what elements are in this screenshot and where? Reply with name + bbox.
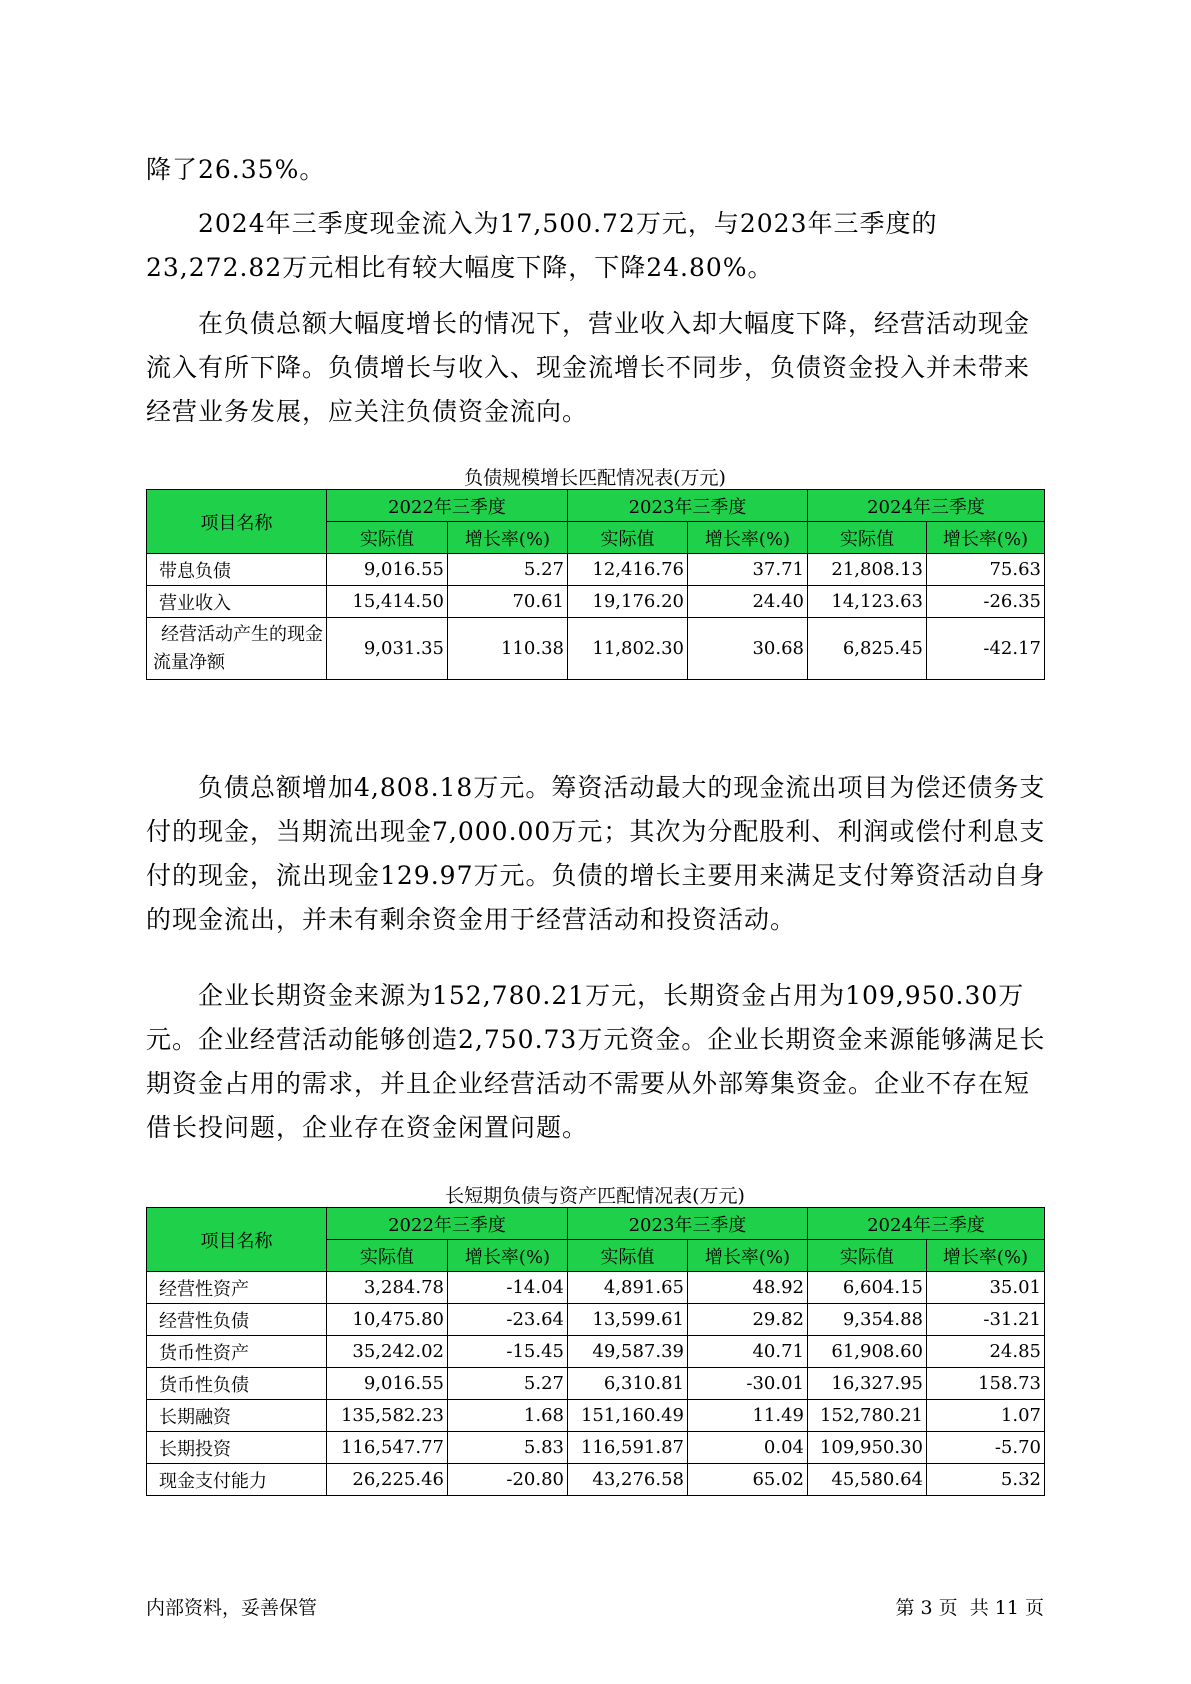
table-cell: 158.73	[927, 1368, 1045, 1400]
row-label: 长期投资	[147, 1432, 327, 1464]
table-cell: 29.82	[688, 1304, 808, 1336]
table-cell: 116,547.77	[327, 1432, 448, 1464]
row-label: 带息负债	[147, 554, 327, 586]
table-cell: 9,354.88	[808, 1304, 927, 1336]
table-row	[147, 1368, 1045, 1400]
period-header-2022: 2022年三季度	[327, 1208, 568, 1240]
sub-header-growth: 增长率(%)	[688, 1240, 808, 1272]
table-cell: -26.35	[927, 586, 1045, 618]
table-cell: 40.71	[688, 1336, 808, 1368]
table-cell: 11.49	[688, 1400, 808, 1432]
sub-header-actual: 实际值	[568, 1240, 688, 1272]
paragraph-cash-inflow: 2024年三季度现金流入为17,500.72万元，与2023年三季度的23,272.82万元相比有较大幅度下降，下降24.80%。	[146, 209, 938, 282]
table-row	[147, 554, 1045, 586]
table-cell: -31.21	[927, 1304, 1045, 1336]
table-row	[147, 1336, 1045, 1368]
sub-header-actual: 实际值	[568, 522, 688, 554]
table-row	[147, 618, 1045, 680]
table-cell: 11,802.30	[568, 618, 688, 680]
table-cell: 12,416.76	[568, 554, 688, 586]
item-name-header: 项目名称	[147, 1208, 327, 1272]
table-cell: 70.61	[448, 586, 568, 618]
sub-header-actual: 实际值	[327, 1240, 448, 1272]
debt-growth-table	[146, 489, 1045, 680]
row-label: 现金支付能力	[147, 1464, 327, 1496]
row-label: 货币性负债	[147, 1368, 327, 1400]
table-cell: 9,016.55	[327, 1368, 448, 1400]
row-label: 经营性负债	[147, 1304, 327, 1336]
table-cell: 151,160.49	[568, 1400, 688, 1432]
table-cell: 37.71	[688, 554, 808, 586]
table1-caption: 负债规模增长匹配情况表(万元)	[464, 467, 726, 489]
table-cell: 49,587.39	[568, 1336, 688, 1368]
footer-confidential-note: 内部资料，妥善保管	[146, 1597, 318, 1619]
table-cell: 21,808.13	[808, 554, 927, 586]
table-cell: -23.64	[448, 1304, 568, 1336]
table-cell: 48.92	[688, 1272, 808, 1304]
sub-header-growth: 增长率(%)	[448, 1240, 568, 1272]
table-row	[147, 1272, 1045, 1304]
table-row	[147, 1432, 1045, 1464]
sub-header-growth: 增长率(%)	[448, 522, 568, 554]
sub-header-growth: 增长率(%)	[927, 522, 1045, 554]
table-cell: -15.45	[448, 1336, 568, 1368]
row-label: 营业收入	[147, 586, 327, 618]
table-cell: 1.68	[448, 1400, 568, 1432]
table-cell: 6,604.15	[808, 1272, 927, 1304]
table-cell: -5.70	[927, 1432, 1045, 1464]
item-name-header: 项目名称	[147, 490, 327, 554]
footer-page-number: 第 3 页 共 11 页	[895, 1597, 1044, 1619]
period-header-2023: 2023年三季度	[568, 1208, 808, 1240]
table-cell: 61,908.60	[808, 1336, 927, 1368]
table-cell: -20.80	[448, 1464, 568, 1496]
table-cell: 26,225.46	[327, 1464, 448, 1496]
paragraph-debt-analysis: 在负债总额大幅度增长的情况下，营业收入却大幅度下降，经营活动现金流入有所下降。负债增长与收入、现金流增长不同步，负债资金投入并未带来经营业务发展，应关注负债资金流向。	[146, 309, 1031, 426]
sub-header-growth: 增长率(%)	[688, 522, 808, 554]
table-cell: 15,414.50	[327, 586, 448, 618]
table2-caption: 长短期负债与资产匹配情况表(万元)	[445, 1185, 745, 1207]
table-cell: -42.17	[927, 618, 1045, 680]
table-cell: 65.02	[688, 1464, 808, 1496]
sub-header-actual: 实际值	[808, 1240, 927, 1272]
table-cell: 135,582.23	[327, 1400, 448, 1432]
table-cell: 1.07	[927, 1400, 1045, 1432]
table-cell: 5.27	[448, 554, 568, 586]
paragraph-long-term-funds: 企业长期资金来源为152,780.21万元，长期资金占用为109,950.30万元。企业经营活动能够创造2,750.73万元资金。企业长期资金来源能够满足长期资金占用的需求，并且企业经营活动不需要从外部筹集资金。企业不存在短借长投问题，企业存在资金闲置问题。	[146, 981, 1046, 1142]
sub-header-actual: 实际值	[808, 522, 927, 554]
table-cell: 9,016.55	[327, 554, 448, 586]
table-cell: 14,123.63	[808, 586, 927, 618]
period-header-2023: 2023年三季度	[568, 490, 808, 522]
period-header-2024: 2024年三季度	[808, 490, 1045, 522]
table-cell: 9,031.35	[327, 618, 448, 680]
asset-liability-match-table	[146, 1207, 1045, 1496]
row-label: 货币性资产	[147, 1336, 327, 1368]
table-cell: 13,599.61	[568, 1304, 688, 1336]
table-row	[147, 1464, 1045, 1496]
table-cell: 75.63	[927, 554, 1045, 586]
table-cell: 24.85	[927, 1336, 1045, 1368]
table-cell: 35,242.02	[327, 1336, 448, 1368]
table-cell: 5.83	[448, 1432, 568, 1464]
table-cell: 10,475.80	[327, 1304, 448, 1336]
row-label: 经营性资产	[147, 1272, 327, 1304]
table-cell: 35.01	[927, 1272, 1045, 1304]
table-cell: 0.04	[688, 1432, 808, 1464]
row-label: 长期融资	[147, 1400, 327, 1432]
sub-header-growth: 增长率(%)	[927, 1240, 1045, 1272]
table-row	[147, 1400, 1045, 1432]
period-header-2022: 2022年三季度	[327, 490, 568, 522]
table-cell: 45,580.64	[808, 1464, 927, 1496]
table-cell: 30.68	[688, 618, 808, 680]
table-cell: 152,780.21	[808, 1400, 927, 1432]
table-cell: 4,891.65	[568, 1272, 688, 1304]
table-row	[147, 1304, 1045, 1336]
table-row	[147, 586, 1045, 618]
sub-header-actual: 实际值	[327, 522, 448, 554]
table-cell: 109,950.30	[808, 1432, 927, 1464]
table-cell: -30.01	[688, 1368, 808, 1400]
table-cell: 5.27	[448, 1368, 568, 1400]
paragraph-continuation: 降了26.35%。	[146, 155, 326, 184]
table-cell: -14.04	[448, 1272, 568, 1304]
table-cell: 110.38	[448, 618, 568, 680]
paragraph-debt-increase: 负债总额增加4,808.18万元。筹资活动最大的现金流出项目为偿还债务支付的现金，当期流出现金7,000.00万元；其次为分配股利、利润或偿付利息支付的现金，流出现金129.97万元。负债的增长主要用来满足支付筹资活动自身的现金流出，并未有剩余资金用于经营活动和投资活动。	[146, 773, 1046, 934]
table-cell: 6,825.45	[808, 618, 927, 680]
table-cell: 19,176.20	[568, 586, 688, 618]
table-cell: 6,310.81	[568, 1368, 688, 1400]
table-cell: 3,284.78	[327, 1272, 448, 1304]
period-header-2024: 2024年三季度	[808, 1208, 1045, 1240]
table-cell: 16,327.95	[808, 1368, 927, 1400]
row-label: 经营活动产生的现金流量净额	[147, 618, 327, 680]
table-cell: 43,276.58	[568, 1464, 688, 1496]
table-cell: 24.40	[688, 586, 808, 618]
table-cell: 5.32	[927, 1464, 1045, 1496]
table-cell: 116,591.87	[568, 1432, 688, 1464]
